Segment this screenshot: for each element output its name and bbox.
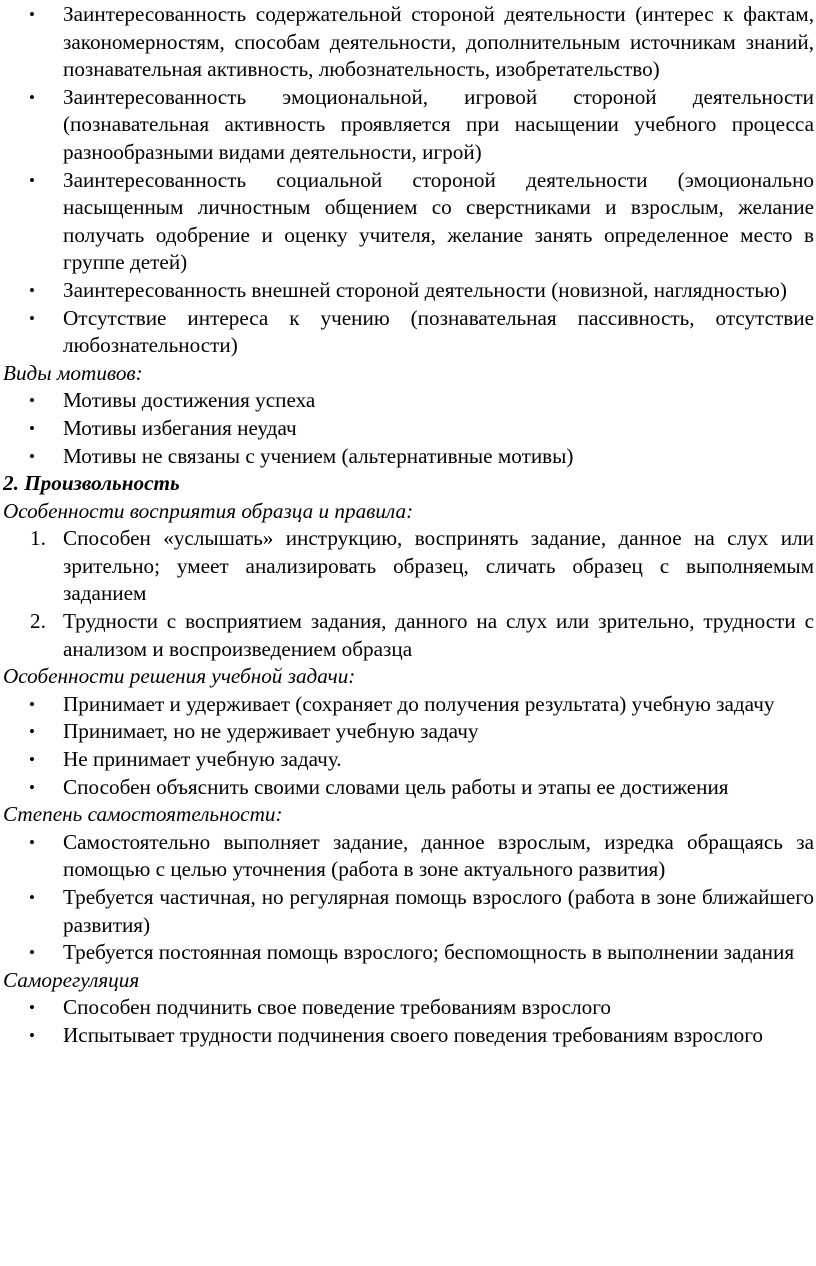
- list-item: • Заинтересованность содержательной стороной деятельности (интерес к фактам, закономерностям, способам деятельности, дополнительным источникам знаний, познавательная активность, любознательность, изобретательство): [3, 1, 814, 84]
- list-item: • Способен объяснить своими словами цель работы и этапы ее достижения: [3, 774, 814, 802]
- list-item: • Способен подчинить свое поведение требованиям взрослого: [3, 994, 814, 1022]
- task-list: [3, 691, 814, 801]
- selfreg-heading: Саморегуляция: [3, 967, 140, 992]
- section-title: 2. Произвольность: [3, 471, 180, 496]
- item-number: 1.: [30, 526, 46, 551]
- list-item: • Заинтересованность эмоциональной, игровой стороной деятельности (познавательная активность проявляется при насыщении учебного процесса разнообразными видами деятельности, игрой): [3, 84, 814, 167]
- list-item: • Самостоятельно выполняет задание, данное взрослым, изредка обращаясь за помощью с целью уточнения (работа в зоне актуального развития): [3, 829, 814, 884]
- item-number: 2.: [30, 609, 46, 634]
- perception-list: [3, 525, 814, 663]
- list-item: • Заинтересованность социальной стороной деятельности (эмоционально насыщенным личностным общением со сверстниками и взрослым, желание получать одобрение и оценку учителя, желание занять определенное место в группе детей): [3, 167, 814, 277]
- list-item: • Требуется постоянная помощь взрослого; беспомощность в выполнении задания: [3, 939, 814, 967]
- list-item: • Мотивы не связаны с учением (альтернативные мотивы): [3, 443, 814, 471]
- list-item: • Принимает, но не удерживает учебную задачу: [3, 718, 814, 746]
- list-item: • Отсутствие интереса к учению (познавательная пассивность, отсутствие любознательности): [3, 305, 814, 360]
- list-item: • Требуется частичная, но регулярная помощь взрослого (работа в зоне ближайшего развития): [3, 884, 814, 939]
- item-text: Трудности с восприятием задания, данного на слух или зрительно, трудности с анализом и воспроизведением образца: [63, 609, 814, 661]
- perception-heading: Особенности восприятия образца и правила:: [3, 498, 414, 523]
- list-item: • Принимает и удерживает (сохраняет до получения результата) учебную задачу: [3, 691, 814, 719]
- motives-list: [3, 387, 814, 470]
- list-item: • Не принимает учебную задачу.: [3, 746, 814, 774]
- list-item: • Испытывает трудности подчинения своего поведения требованиям взрослого: [3, 1022, 814, 1050]
- independence-list: [3, 829, 814, 967]
- numbered-item: [3, 525, 814, 608]
- motives-heading: Виды мотивов:: [3, 360, 143, 385]
- task-heading: Особенности решения учебной задачи:: [3, 664, 356, 689]
- interest-list: [3, 1, 814, 360]
- selfreg-list: [3, 994, 814, 1049]
- list-item: • Заинтересованность внешней стороной деятельности (новизной, наглядностью): [3, 277, 814, 305]
- list-item: • Мотивы достижения успеха: [3, 387, 814, 415]
- item-text: Способен «услышать» инструкцию, воспринять задание, данное на слух или зрительно; умеет анализировать образец, сличать образец с выполняемым заданием: [63, 526, 814, 606]
- list-item: • Мотивы избегания неудач: [3, 415, 814, 443]
- numbered-item: [3, 608, 814, 663]
- independence-heading: Степень самостоятельности:: [3, 802, 283, 827]
